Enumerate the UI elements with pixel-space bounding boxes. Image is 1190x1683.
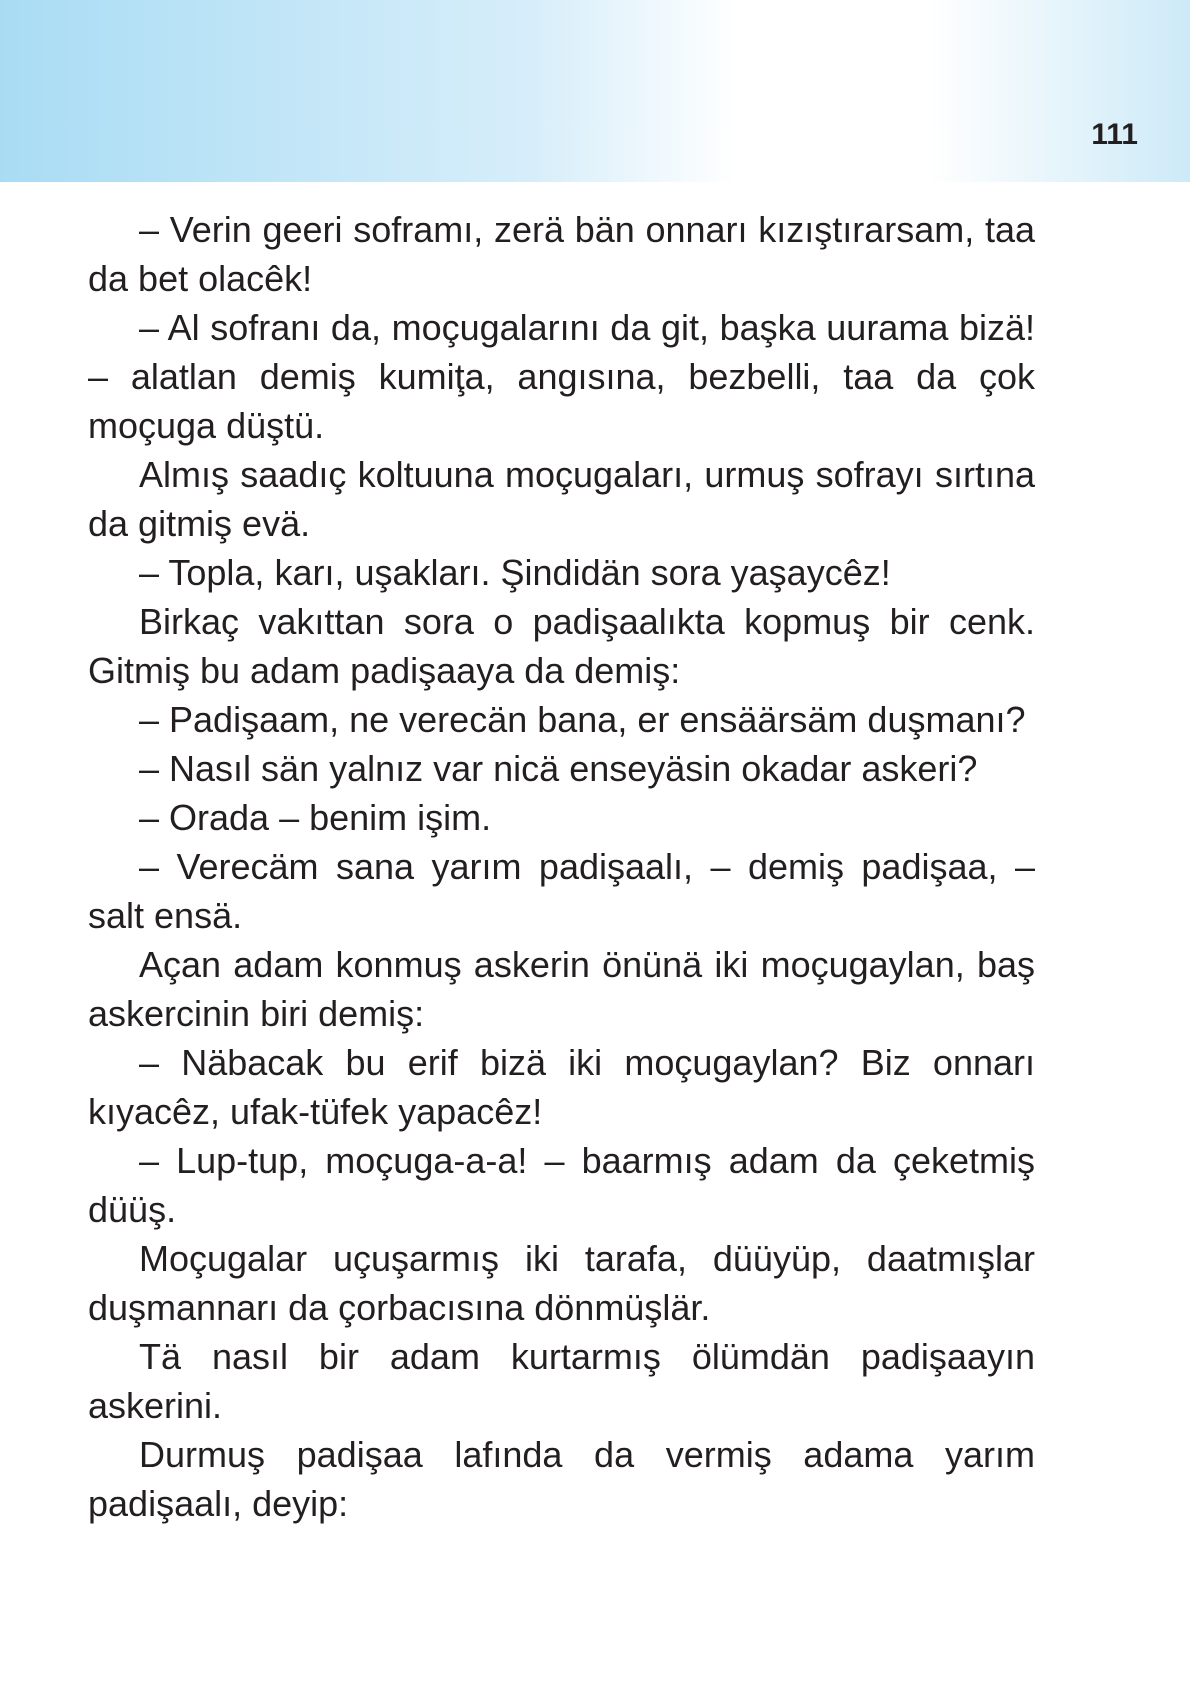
header-band	[0, 0, 1190, 182]
paragraph: Moçugalar uçuşarmış iki tarafa, düüyüp, daatmışlar duşmannarı da çorbacısına dönmüşlär.	[88, 1238, 1035, 1328]
page-number: 111	[1091, 118, 1138, 151]
paragraph: – Verin geeri soframı, zerä bän onnarı kızıştırarsam, taa da bet olacêk!	[88, 209, 1035, 299]
text-body	[88, 205, 1035, 1528]
paragraph: – Nasıl sän yalnız var nicä enseyäsin okadar askeri?	[139, 748, 978, 789]
paragraph: Almış saadıç koltuuna moçugaları, urmuş sofrayı sırtına da gitmiş evä.	[88, 454, 1035, 544]
paragraph: Durmuş padişaa lafında da vermiş adama yarım padişaalı, deyip:	[88, 1434, 1035, 1524]
paragraph: – Verecäm sana yarım padişaalı, – demiş padişaa, – salt ensä.	[88, 846, 1035, 936]
paragraph: – Al sofranı da, moçugalarını da git, başka uurama bizä! – alatlan demiş kumiţa, angısına, bezbelli, taa da çok moçuga düştü.	[88, 307, 1035, 446]
paragraph: – Padişaam, ne verecän bana, er ensäärsäm duşmanı?	[139, 699, 1026, 740]
paragraph: – Lup-tup, moçuga-a-a! – baarmış adam da çeketmiş düüş.	[88, 1140, 1035, 1230]
paragraph: Tä nasıl bir adam kurtarmış ölümdän padişaayın askerini.	[88, 1336, 1035, 1426]
paragraph: Açan adam konmuş askerin önünä iki moçugaylan, baş askercinin biri demiş:	[88, 944, 1035, 1034]
paragraph: Birkaç vakıttan sora o padişaalıkta kopmuş bir cenk. Gitmiş bu adam padişaaya da demiş:	[88, 601, 1035, 691]
paragraph: – Topla, karı, uşakları. Şindidän sora yaşaycêz!	[139, 552, 891, 593]
paragraph: – Näbacak bu erif bizä iki moçugaylan? Biz onnarı kıyacêz, ufak-tüfek yapacêz!	[88, 1042, 1035, 1132]
paragraph: – Orada – benim işim.	[139, 797, 492, 838]
